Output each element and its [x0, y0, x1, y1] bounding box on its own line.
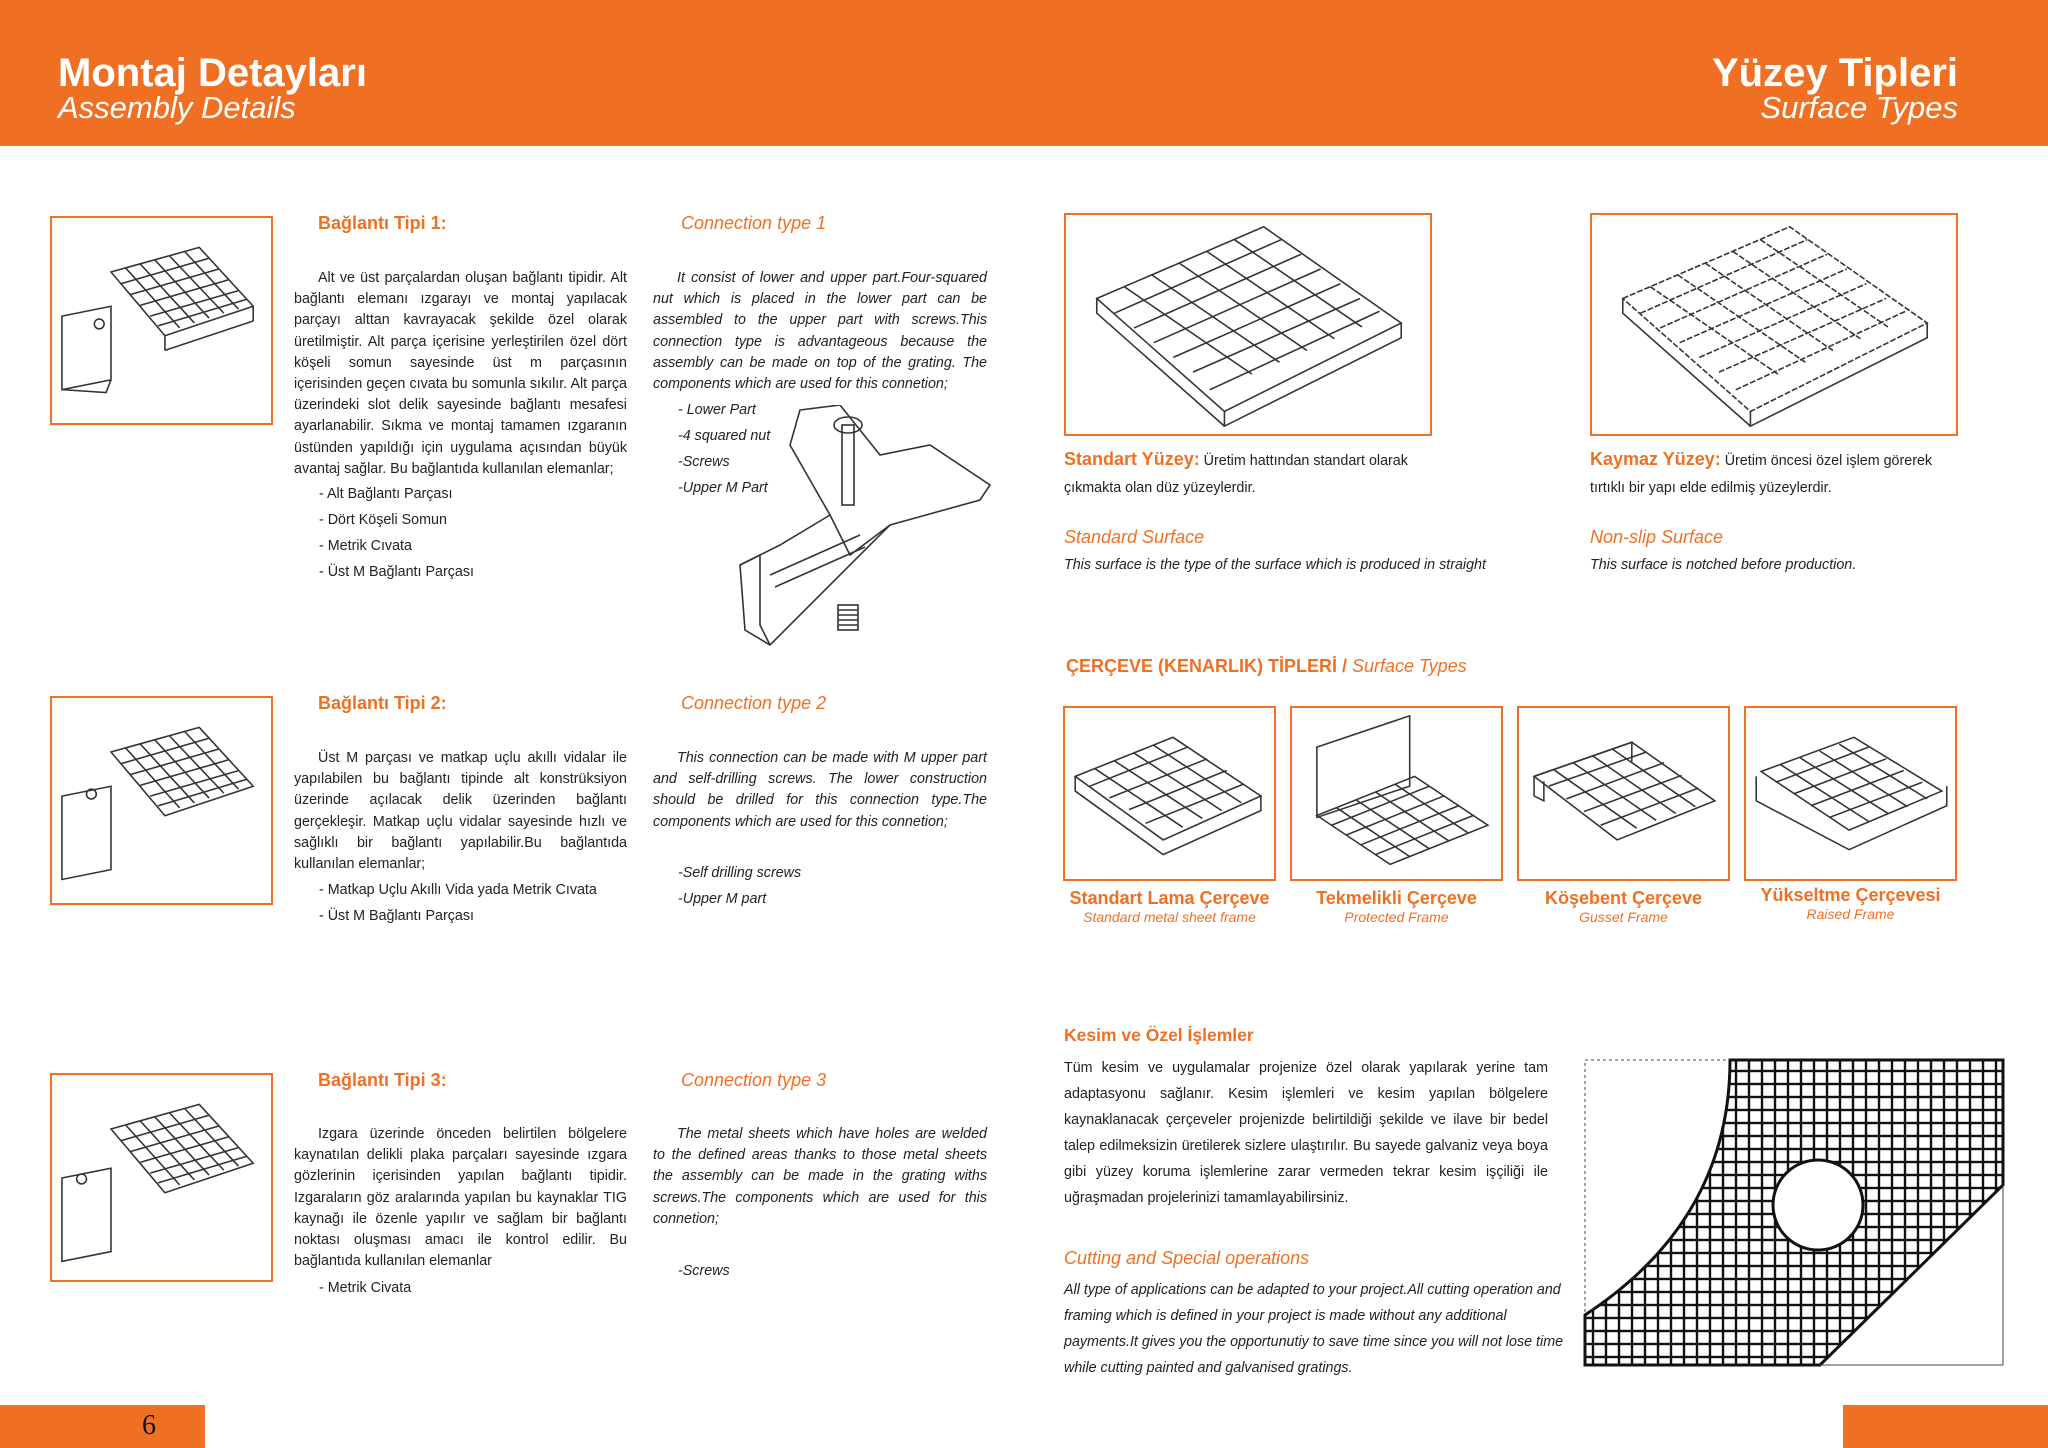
clamp-part-illustration [730, 405, 1000, 650]
list-item: -Upper M part [678, 891, 767, 907]
grating-clamp-illustration [52, 218, 271, 423]
frame-caption-raised [1744, 885, 1957, 922]
connection-1-list-tr [294, 481, 627, 585]
frame-caption-gusset [1517, 888, 1730, 925]
nonslip-surface-text-1: Üretim öncesi özel işlem görerek [1720, 453, 1933, 469]
list-item: -Screws [678, 1263, 730, 1279]
frame-caption-standard [1063, 888, 1276, 925]
standard-surface-desc [1064, 446, 1484, 502]
connection-3-title-en: Connection type 3 [681, 1070, 827, 1090]
connection-1-title-tr: Bağlantı Tipi 1: [318, 213, 447, 233]
standard-surface-title: Standart Yüzey: [1064, 449, 1200, 469]
nonslip-surface-title: Kaymaz Yüzey: [1590, 449, 1721, 469]
nonslip-surface-image [1590, 213, 1958, 436]
connection-2-list-tr [294, 877, 627, 929]
nonslip-surface-text-2: tırtıklı bir yapı elde edilmiş yüzeylerdir. [1590, 480, 1832, 496]
connection-3-text-tr: Izgara üzerinde önceden belirtilen bölgelere kaynatılan delikli plaka parçaları sayesinde ızgara gözlerinin içerisinden yapılan bağlantı tipidir. Izgaraların göz aralarında yapılan bu kaynaklar TIG kaynağı ile özenle yapılır ve sağlam bir bağlantı noktası oluşması amacı ile kontrol edilir. Bu bağlantıda kullanılan elemanlar [294, 1126, 627, 1270]
frame-types-heading-tr: ÇERÇEVE (KENARLIK) TİPLERİ / [1066, 656, 1353, 676]
connection-2-title-en: Connection type 2 [681, 693, 827, 713]
nonslip-surface-text-en: This surface is notched before production. [1590, 557, 1857, 573]
connection-1-title-en: Connection type 1 [681, 213, 827, 233]
connection-1-image [50, 216, 273, 425]
frame-image-raised [1744, 706, 1957, 881]
frame-label-standard: Standart Lama Çerçeve [1069, 888, 1270, 908]
page-number: 6 [142, 1410, 156, 1441]
footer-bar-left [0, 1405, 205, 1448]
frame-types-heading [1066, 656, 1467, 677]
list-item: -Screws [678, 454, 730, 470]
list-item: -Upper M Part [678, 480, 768, 496]
frame-label-raised-en: Raised Frame [1806, 906, 1895, 922]
cutting-title-tr: Kesim ve Özel İşlemler [1064, 1025, 1254, 1045]
page-subtitle-left: Assembly Details [58, 90, 296, 125]
page-title-left: Montaj Detayları [58, 51, 367, 95]
frame-label-standard-en: Standard metal sheet frame [1083, 909, 1256, 925]
frame-label-protected: Tekmelikli Çerçeve [1316, 888, 1477, 908]
list-item: -Self drilling screws [678, 865, 802, 881]
frame-label-gusset-en: Gusset Frame [1579, 909, 1668, 925]
standard-grating-illustration [1066, 215, 1430, 434]
frame-image-gusset [1517, 706, 1730, 881]
standard-surface-title-en: Standard Surface [1064, 527, 1205, 547]
cutting-grating-illustration [1580, 1045, 2018, 1375]
connection-2-list-en [653, 860, 853, 912]
nonslip-surface-desc [1590, 446, 2010, 502]
frame-label-gusset: Köşebent Çerçeve [1544, 888, 1703, 908]
frame-label-protected-en: Protected Frame [1344, 909, 1449, 925]
nonslip-surface-title-en: Non-slip Surface [1590, 527, 1724, 547]
footer-bar-right [1843, 1405, 2048, 1448]
cutting-title-en: Cutting and Special operations [1064, 1248, 1310, 1268]
connection-2-text-en: This connection can be made with M upper part and self-drilling screws. The lower construction should be drilled for this connection type.The components which are used for this connetion; [653, 750, 987, 830]
connection-2-text-tr: Üst M parçası ve matkap uçlu akıllı vidalar ile yapılabilen bu bağlantı tipinde alt konstrüksiyon üzerinde açılacak delik üzerinden bağlantı gerçekleşir. Matkap uçlu vidalar sayesinde hızlı ve sağlıklı bir bağlantı yapılabilir.Bu bağlantıda kullanılan elemanlar; [294, 750, 627, 873]
page-title-right: Yüzey Tipleri [1711, 51, 1958, 95]
list-item: - Alt Bağlantı Parçası [319, 486, 453, 502]
connection-1-text-en: It consist of lower and upper part.Four-squared nut which is placed in the lower part can be assembled to the upper part with screws.This connection type is advantageous because the assembly can be made on top of the grating. The components which are used for this connetion; [653, 270, 987, 393]
nonslip-grating-illustration [1592, 215, 1956, 434]
frame-caption-protected [1290, 888, 1503, 925]
connection-2-image [50, 696, 273, 905]
frame-image-standard [1063, 706, 1276, 881]
list-item: - Metrik Cıvata [319, 538, 412, 554]
list-item: - Dört Köşeli Somun [319, 512, 447, 528]
list-item: - Üst M Bağlantı Parçası [319, 908, 474, 924]
list-item: -4 squared nut [678, 428, 771, 444]
cutting-text-tr: Tüm kesim ve uygulamalar projenize özel olarak yapılarak yerine tam adaptasyonu sağlanır. Kesim işlemleri ve kesim yapılan bölgelere kaynaklanacak çerçeveler projenizde belirtildiği şekilde ve ilave bir bedel talep edilmeksizin üretilerek sizlere ulaştırılır. Bu sayede galvaniz veya boya gibi yüzey koruma işlemlerine zarar vermeden tekrar kesim işçiliği ile uğraşmadan projelerinizi tamamlayabilirsiniz. [1064, 1060, 1548, 1206]
connection-1-text-tr: Alt ve üst parçalardan oluşan bağlantı tipidir. Alt bağlantı elemanı ızgarayı ve montaj yapılacak parçayı alttan kavrayacak şekilde özel olarak üretilmiştir. Alt parça içerisine yerleştirilen özel dört köşeli somun sayesinde üst m parçasının içerisinden geçen cıvata bu somunla sıkılır. Alt parça üzerindeki slot delik sayesinde bağlantı mesafesi ayarlanabilir. Sıkma ve montaj tamamen ızgaranın üstünden yapıldığı için uygulama açısından büyük avantaj sağlar. Bu bağlantıda kullanılan elemanlar; [294, 270, 627, 477]
list-item: - Lower Part [678, 402, 756, 418]
standard-surface-text-en: This surface is the type of the surface which is produced in straight [1064, 557, 1486, 573]
list-item: - Metrik Civata [319, 1280, 412, 1296]
page-subtitle-right: Surface Types [1760, 90, 1958, 125]
connection-3-text-en: The metal sheets which have holes are welded to the defined areas thanks to those metal sheets the assembly can be made in the grating withs screws.The components which are used for this connetion; [653, 1126, 987, 1227]
standard-surface-image [1064, 213, 1432, 436]
connection-3-title-tr: Bağlantı Tipi 3: [318, 1070, 447, 1090]
connection-3-image [50, 1073, 273, 1282]
standard-surface-text-1: Üretim hattından standart olarak [1199, 453, 1408, 469]
list-item: - Üst M Bağlantı Parçası [319, 564, 474, 580]
frame-types-heading-en: Surface Types [1352, 656, 1467, 676]
standard-surface-text-2: çıkmakta olan düz yüzeylerdir. [1064, 480, 1256, 496]
cutting-text-en: All type of applications can be adapted to your project.All cutting operation and framing which is defined in your project is made without any additional payments.It gives you the opportunutiy to save time since you will not lose time while cutting painted and galvanised gratings. [1064, 1282, 1564, 1376]
frame-label-raised: Yükseltme Çerçevesi [1760, 885, 1941, 905]
list-item: - Matkap Uçlu Akıllı Vida yada Metrik Cıvata [319, 882, 597, 898]
connection-3-list-en [653, 1258, 853, 1284]
frame-image-protected [1290, 706, 1503, 881]
connection-2-title-tr: Bağlantı Tipi 2: [318, 693, 447, 713]
connection-3-list-tr [294, 1275, 627, 1301]
